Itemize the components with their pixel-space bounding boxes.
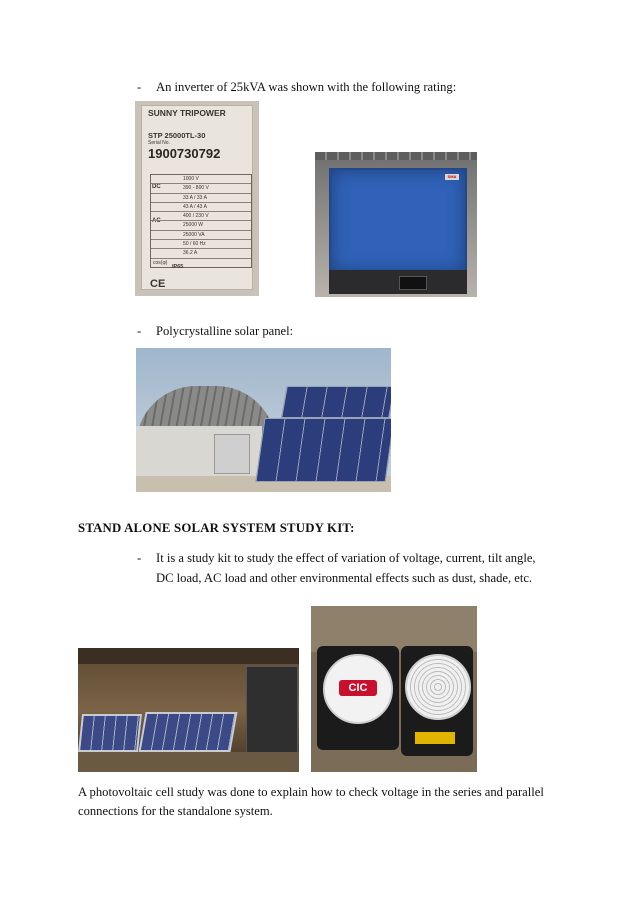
label-serial-number: 1900730792 (148, 146, 221, 161)
kit-frame-top (78, 648, 299, 664)
label-rating-row: 1000 V (151, 175, 251, 184)
inverter-rating-label-photo (135, 101, 259, 296)
label-rating-row: 50 / 60 Hz (151, 240, 251, 249)
label-model: STP 25000TL-30 (148, 131, 206, 140)
ac-unit (214, 434, 250, 474)
label-brand: SUNNY TRIPOWER (148, 108, 226, 118)
label-rating-row: 25000 VA (151, 231, 251, 240)
polycrystalline-panel-photo (136, 348, 391, 492)
warning-sticker (415, 732, 455, 744)
label-ip-rating: IP65 (172, 264, 184, 270)
section-heading: STAND ALONE SOLAR SYSTEM STUDY KIT: (78, 521, 355, 535)
label-rating-table (150, 174, 252, 268)
label-cos-phi: cos(φ) (153, 259, 168, 266)
inverter-unit-photo (315, 152, 477, 297)
scale-dial-icon (405, 654, 471, 720)
panel-bullet-text: Polycrystalline solar panel: (156, 324, 294, 338)
bullet-dash: - (137, 551, 142, 565)
study-kit-photo (78, 648, 299, 772)
bullet-dash: - (137, 80, 142, 94)
inverter-bullet-text: An inverter of 25kVA was shown with the following rating: (156, 80, 457, 94)
ce-mark-icon: CE (150, 278, 166, 290)
label-rating-row: 43 A / 43 A (151, 203, 251, 212)
inverter-housing (329, 168, 467, 274)
label-rating-row: 25000 W (151, 221, 251, 230)
inverter-display-section (329, 270, 467, 294)
label-rating-row: 390 - 800 V (151, 184, 251, 193)
tilt-gauge-photo (311, 606, 477, 772)
solar-panel-upper (281, 386, 391, 418)
gauge-housing-left (317, 646, 399, 750)
label-rating-row: 33 A / 33 A (151, 194, 251, 203)
kit-solar-panel-left (78, 714, 142, 752)
sma-logo: SMA (445, 174, 459, 180)
label-ac-group: AC (152, 218, 161, 224)
bullet-dash: - (137, 324, 142, 338)
kit-solar-panel-right (138, 712, 237, 752)
cic-logo: CIC (339, 680, 377, 696)
closing-line-1: A photovoltaic cell study was done to explain how to check voltage in the series and parallel (78, 785, 544, 799)
ceiling-beams (315, 152, 477, 160)
solar-panel-lower (256, 418, 391, 482)
label-rating-row: 36.2 A (151, 249, 251, 258)
kit-table (78, 752, 299, 772)
label-dc-group: DC (152, 184, 161, 190)
kit-bullet-line-1: It is a study kit to study the effect of variation of voltage, current, tilt angle, (156, 551, 536, 565)
gauge-housing-right (401, 646, 473, 756)
dial-icon (323, 654, 393, 724)
label-serial-caption: Serial No. (148, 140, 170, 146)
inverter-display-icon (399, 276, 427, 290)
closing-line-2: connections for the standalone system. (78, 804, 273, 818)
kit-bullet-line-2: DC load, AC load and other environmental effects such as dust, shade, etc. (156, 571, 533, 585)
label-rating-row: 400 / 230 V (151, 212, 251, 221)
